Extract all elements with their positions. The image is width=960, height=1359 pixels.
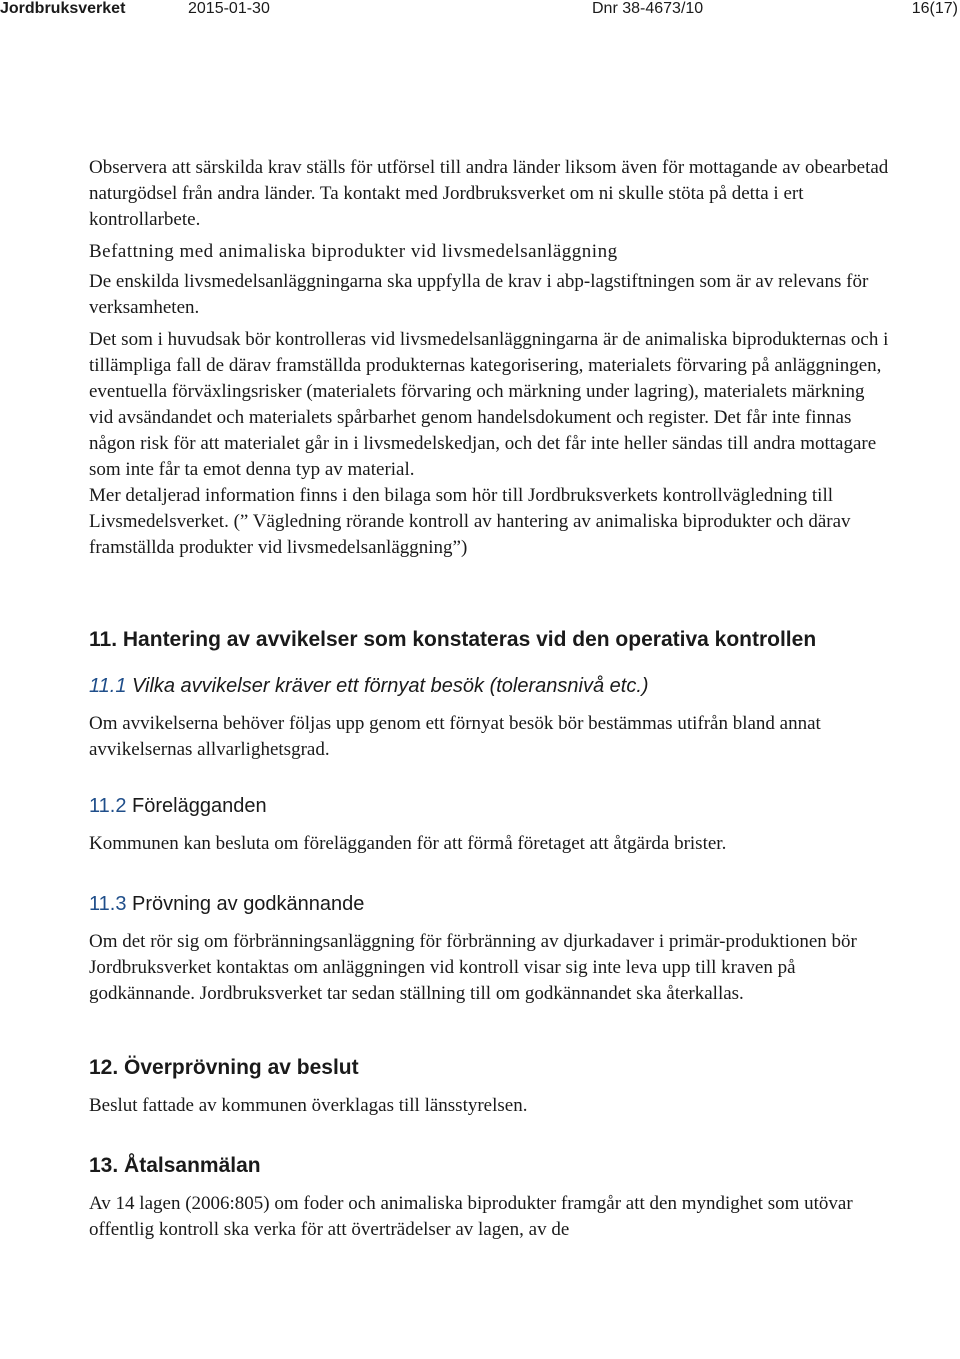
section-12-text: Beslut fattade av kommunen överklagas till länsstyrelsen. — [89, 1095, 528, 1116]
paragraph-control-points: Det som i huvudsak bör kontrolleras vid livsmedelsanläggningarna är de animaliska biprodukternas och i tillämpliga fall de därav framställda produkternas kategorisering, materialets förvaring på anläggningen, eventuella förväxlingsrisker (materialets förvaring och märkning under lagring), materialets märkning vid avsändandet och materialets spårbarhet genom handelsdokument och register. Det får inte finnas någon risk för att materialet går in i livsmedelskedjan, och det får inte heller sändas till andra mottagare som inte får ta emot denna typ av material. — [89, 329, 889, 480]
section-11-title: Hantering av avvikelser som konstateras vid den operativa kontrollen — [122, 628, 817, 651]
section-11-2-text: Kommunen kan besluta om förelägganden för att förmå företaget att åtgärda brister. — [89, 833, 727, 854]
section-11-2-number: 11.2 — [89, 795, 127, 817]
section-11-3-number: 11.3 — [89, 893, 127, 915]
document-body — [89, 155, 889, 1243]
section-11-3-title: Prövning av godkännande — [132, 893, 365, 915]
subheading-byproducts: Befattning med animaliska biprodukter vid livsmedelsanläggning — [89, 241, 618, 262]
page-header — [0, 0, 960, 20]
section-11-1-number: 11.1 — [89, 675, 127, 697]
section-13-title: Åtalsanmälan — [124, 1154, 261, 1177]
section-11-3-heading — [89, 891, 889, 917]
section-11-1-heading — [89, 673, 889, 699]
section-11-number: 11. — [89, 628, 118, 651]
section-11-heading — [89, 627, 889, 653]
section-12-number: 12. — [89, 1056, 119, 1079]
section-11-2-title: Förelägganden — [132, 795, 267, 817]
section-12-title: Överprövning av beslut — [124, 1056, 359, 1079]
section-13-heading — [89, 1153, 889, 1179]
header-reference: Dnr 38-4673/10 — [592, 0, 704, 17]
section-13-number: 13. — [89, 1154, 119, 1177]
section-11-1-title: Vilka avvikelser kräver ett förnyat besök (toleransnivå etc.) — [132, 675, 649, 697]
section-11-3-text: Om det rör sig om förbränningsanläggning för förbränning av djurkadaver i primär-produktionen bör Jordbruksverket kontaktas om anläggningen vid kontroll visar sig inte leva upp till kraven på godkännande. Jordbruksverket tar sedan ställning till om godkännandet ska återkallas. — [89, 931, 857, 1004]
paragraph-establishment-requirements: De enskilda livsmedelsanläggningarna ska uppfylla de krav i abp-lagstiftningen som är av relevans för verksamheten. — [89, 271, 869, 318]
section-11-1-text: Om avvikelserna behöver följas upp genom ett förnyat besök bör bestämmas utifrån bland annat avvikelsernas allvarlighetsgrad. — [89, 713, 821, 760]
paragraph-more-information: Mer detaljerad information finns i den bilaga som hör till Jordbruksverkets kontrollvägledning till Livsmedelsverket. (” Vägledning rörande kontroll av hantering av animaliska biprodukter och därav framställda produkter vid livsmedelsanläggning”) — [89, 485, 851, 558]
header-date: 2015-01-30 — [188, 0, 270, 17]
paragraph-export-requirements: Observera att särskilda krav ställs för utförsel till andra länder liksom även för mottagande av obearbetad naturgödsel från andra länder. Ta kontakt med Jordbruksverket om ni skulle stöta på detta i ert kontrollarbete. — [89, 157, 889, 230]
section-11-2-heading — [89, 793, 889, 819]
header-organization: Jordbruksverket — [0, 0, 126, 17]
header-page-number: 16(17) — [911, 0, 958, 17]
section-13-text: Av 14 lagen (2006:805) om foder och animaliska biprodukter framgår att den myndighet som utövar offentlig kontroll ska verka för att överträdelser av lagen, av de — [89, 1193, 853, 1240]
section-12-heading — [89, 1055, 889, 1081]
